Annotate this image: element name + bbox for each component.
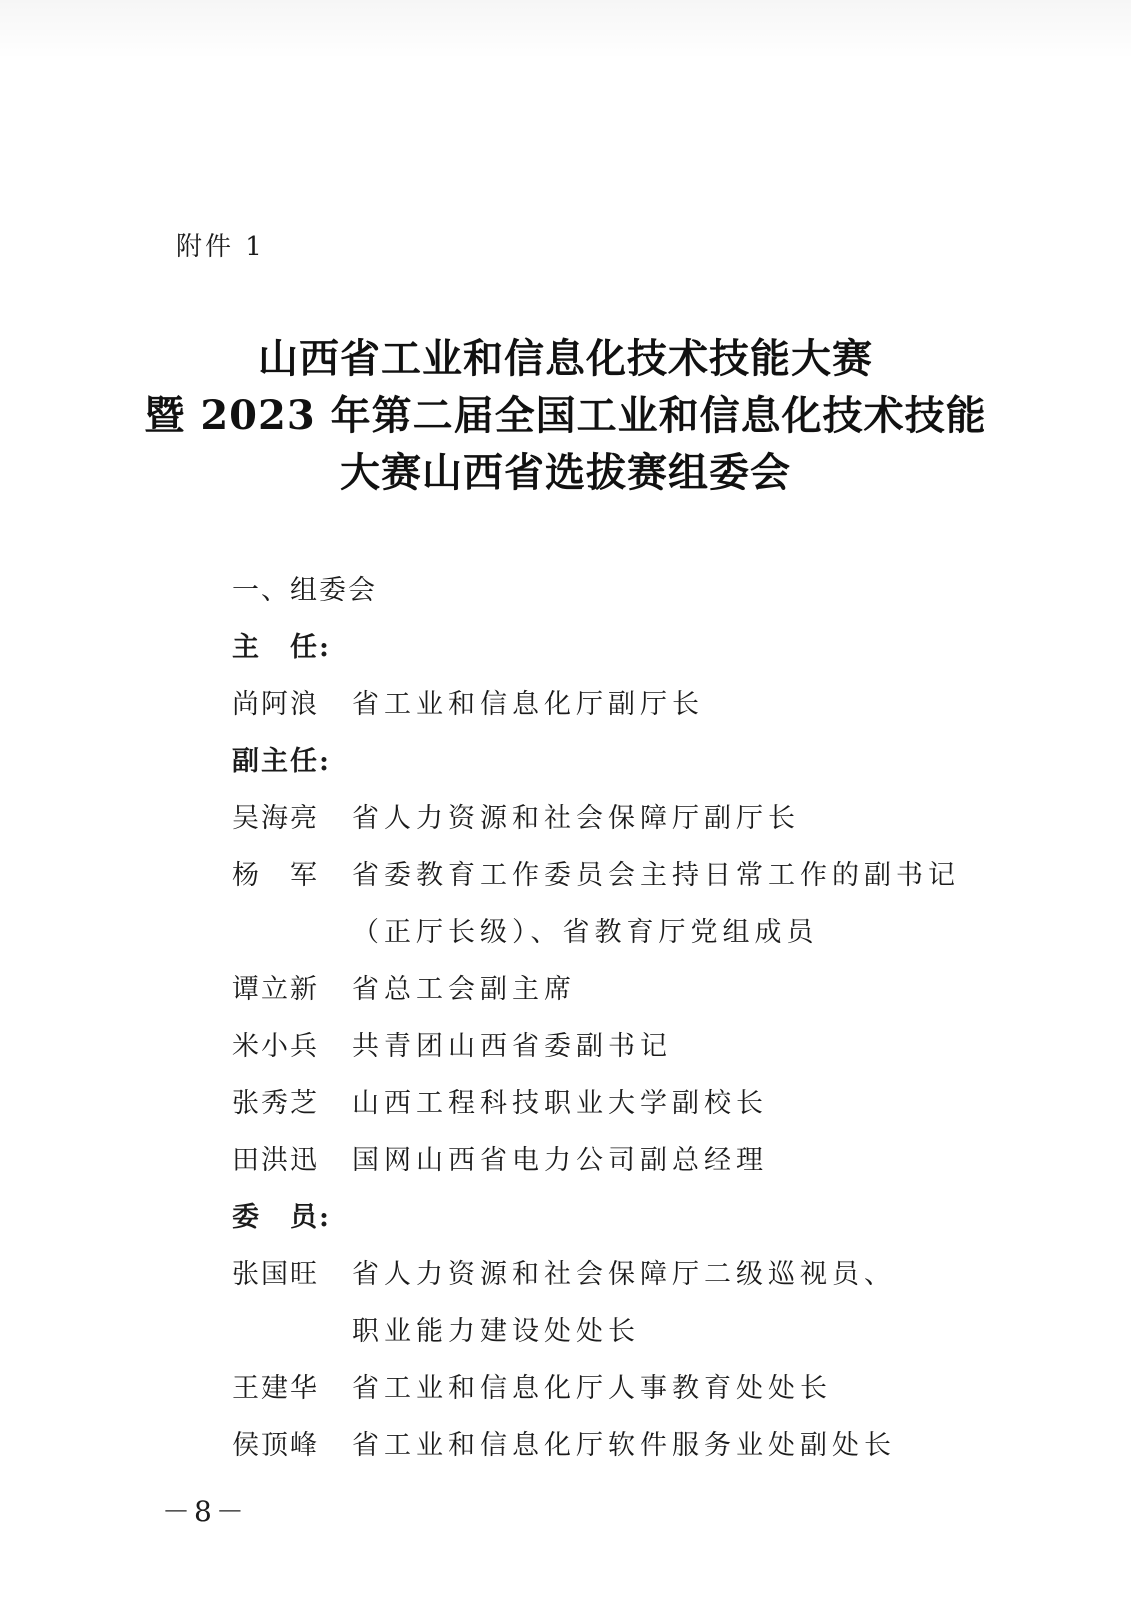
member-row — [232, 1246, 992, 1360]
member-title — [352, 1360, 992, 1417]
role-heading-director: 主 任: — [232, 632, 331, 663]
member-title-line: （正厅长级）、省教育厅党组成员 — [352, 917, 819, 948]
member-name: 谭立新 — [232, 974, 319, 1005]
member-title — [352, 676, 992, 733]
member-row — [232, 1417, 992, 1474]
member-title-line: 省人力资源和社会保障厅副厅长 — [352, 803, 800, 834]
member-row — [232, 1132, 992, 1189]
title-line: 山西省工业和信息化技术技能大赛 — [258, 335, 873, 382]
role-heading-deputy-director: 副主任: — [232, 746, 331, 777]
member-title-line: 职业能力建设处处长 — [352, 1316, 640, 1347]
member-row — [232, 1360, 992, 1417]
member-title — [352, 847, 992, 961]
member-title-line: 省工业和信息化厅副厅长 — [352, 689, 704, 720]
member-row — [232, 1018, 992, 1075]
member-row — [232, 1075, 992, 1132]
committee-list — [232, 562, 992, 1474]
member-title — [352, 1018, 992, 1075]
member-title-line: 省工业和信息化厅人事教育处处长 — [352, 1373, 832, 1404]
member-row — [232, 847, 992, 961]
member-title-line: 省人力资源和社会保障厅二级巡视员、 — [352, 1259, 896, 1290]
member-row — [232, 961, 992, 1018]
title-line: 暨 2023 年第二届全国工业和信息化技术技能 — [144, 392, 987, 439]
member-name: 田洪迅 — [232, 1145, 319, 1176]
member-title-line: 省委教育工作委员会主持日常工作的副书记 — [352, 860, 960, 891]
member-title — [352, 1246, 992, 1360]
role-heading-member: 委 员: — [232, 1202, 331, 1233]
page-top-shade — [0, 0, 1131, 60]
member-title-line: 省工业和信息化厅软件服务业处副处长 — [352, 1430, 896, 1461]
member-title — [352, 961, 992, 1018]
member-name: 张国旺 — [232, 1259, 319, 1290]
member-name: 侯顶峰 — [232, 1430, 319, 1461]
attachment-label: 附件 1 — [176, 232, 265, 262]
member-name: 吴海亮 — [232, 803, 319, 834]
member-name: 王建华 — [232, 1373, 319, 1404]
section-heading: 一、组委会 — [232, 575, 377, 606]
member-title-line: 国网山西省电力公司副总经理 — [352, 1145, 768, 1176]
member-title — [352, 790, 992, 847]
member-name: 张秀芝 — [232, 1088, 319, 1119]
member-name: 杨 军 — [232, 860, 319, 891]
member-row — [232, 790, 992, 847]
member-title — [352, 1132, 992, 1189]
member-row — [232, 676, 992, 733]
member-title — [352, 1075, 992, 1132]
member-title-line: 省总工会副主席 — [352, 974, 576, 1005]
document-title — [0, 330, 1131, 501]
member-title — [352, 1417, 992, 1474]
member-title-line: 山西工程科技职业大学副校长 — [352, 1088, 768, 1119]
page-number: －8－ — [162, 1495, 248, 1528]
member-name: 尚阿浪 — [232, 689, 319, 720]
member-name: 米小兵 — [232, 1031, 319, 1062]
member-title-line: 共青团山西省委副书记 — [352, 1031, 672, 1062]
title-line: 大赛山西省选拔赛组委会 — [340, 449, 791, 496]
